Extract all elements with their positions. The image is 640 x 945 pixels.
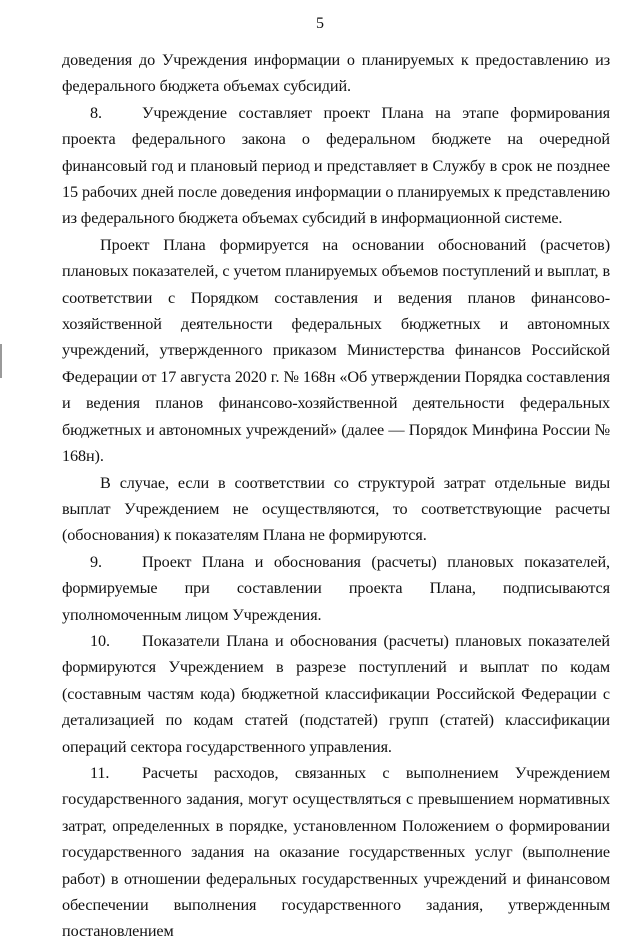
paragraph-number: 11. (90, 763, 110, 782)
paragraph-9 (62, 549, 610, 628)
paragraph-text: Проект Плана и обоснования (расчеты) плановых показателей, формируемые при составлении проекта Плана, подписываются уполномоченным лицом Учреждения. (62, 552, 610, 624)
paragraph-8-exceptions (62, 470, 610, 549)
paragraph-11 (62, 760, 610, 945)
paragraph-text: Учреждение составляет проект Плана на этапе формирования проекта федерального закона о федеральном бюджете на очередной финансовый год и плановый период и представляет в Службу в срок не позднее 15 рабочих дней после доведения информации о планируемых к представлению из федерального бюджета объемах субсидий в информационной системе. (62, 103, 610, 228)
paragraph-continuation (62, 47, 610, 100)
paragraph-text: В случае, если в соответствии со структурой затрат отдельные виды выплат Учреждением не осуществляются, то соответствующие расчеты (обоснования) к показателям Плана не формируются. (62, 473, 610, 545)
paragraph-text: доведения до Учреждения информации о планируемых к предоставлению из федерального бюджета объемах субсидий. (62, 51, 610, 96)
paragraph-number: 9. (90, 552, 102, 571)
paragraph-8 (62, 100, 610, 232)
paragraph-number: 10. (90, 631, 110, 650)
paragraph-8-plan-basis (62, 232, 610, 470)
paragraph-text: Показатели Плана и обоснования (расчеты) плановых показателей формируются Учреждением в разрезе поступлений и выплат по кодам (составным частям кода) бюджетной классификации Российской Федерации с детализацией по кодам статей (подстатей) групп (статей) классификации операций сектора государственного управления. (62, 631, 610, 756)
scan-edge-mark (0, 344, 2, 378)
page-number: 5 (316, 15, 324, 32)
document-body (62, 47, 610, 945)
paragraph-number: 8. (90, 103, 102, 122)
paragraph-10 (62, 628, 610, 760)
paragraph-text: Проект Плана формируется на основании обоснований (расчетов) плановых показателей, с учетом планируемых объемов поступлений и выплат, в соответствии с Порядком составления и ведения планов финансово-хозяйственной деятельности федеральных бюджетных и автономных учреждений, утвержденного приказом Министерства финансов Российской Федерации от 17 августа 2020 г. № 168н «Об утверждении Порядка составления и ведения планов финансово-хозяйственной деятельности федеральных бюджетных и автономных учреждений» (далее — Порядок Минфина России № 168н). (62, 235, 610, 466)
paragraph-text: Расчеты расходов, связанных с выполнением Учреждением государственного задания, могут осуществляться с превышением нормативных затрат, определенных в порядке, установленном Положением о формировании государственного задания на оказание государственных услуг (выполнение работ) в отношении федеральных государственных учреждений и финансовом обеспечении выполнения государственного задания, утвержденным постановлением (62, 763, 610, 941)
